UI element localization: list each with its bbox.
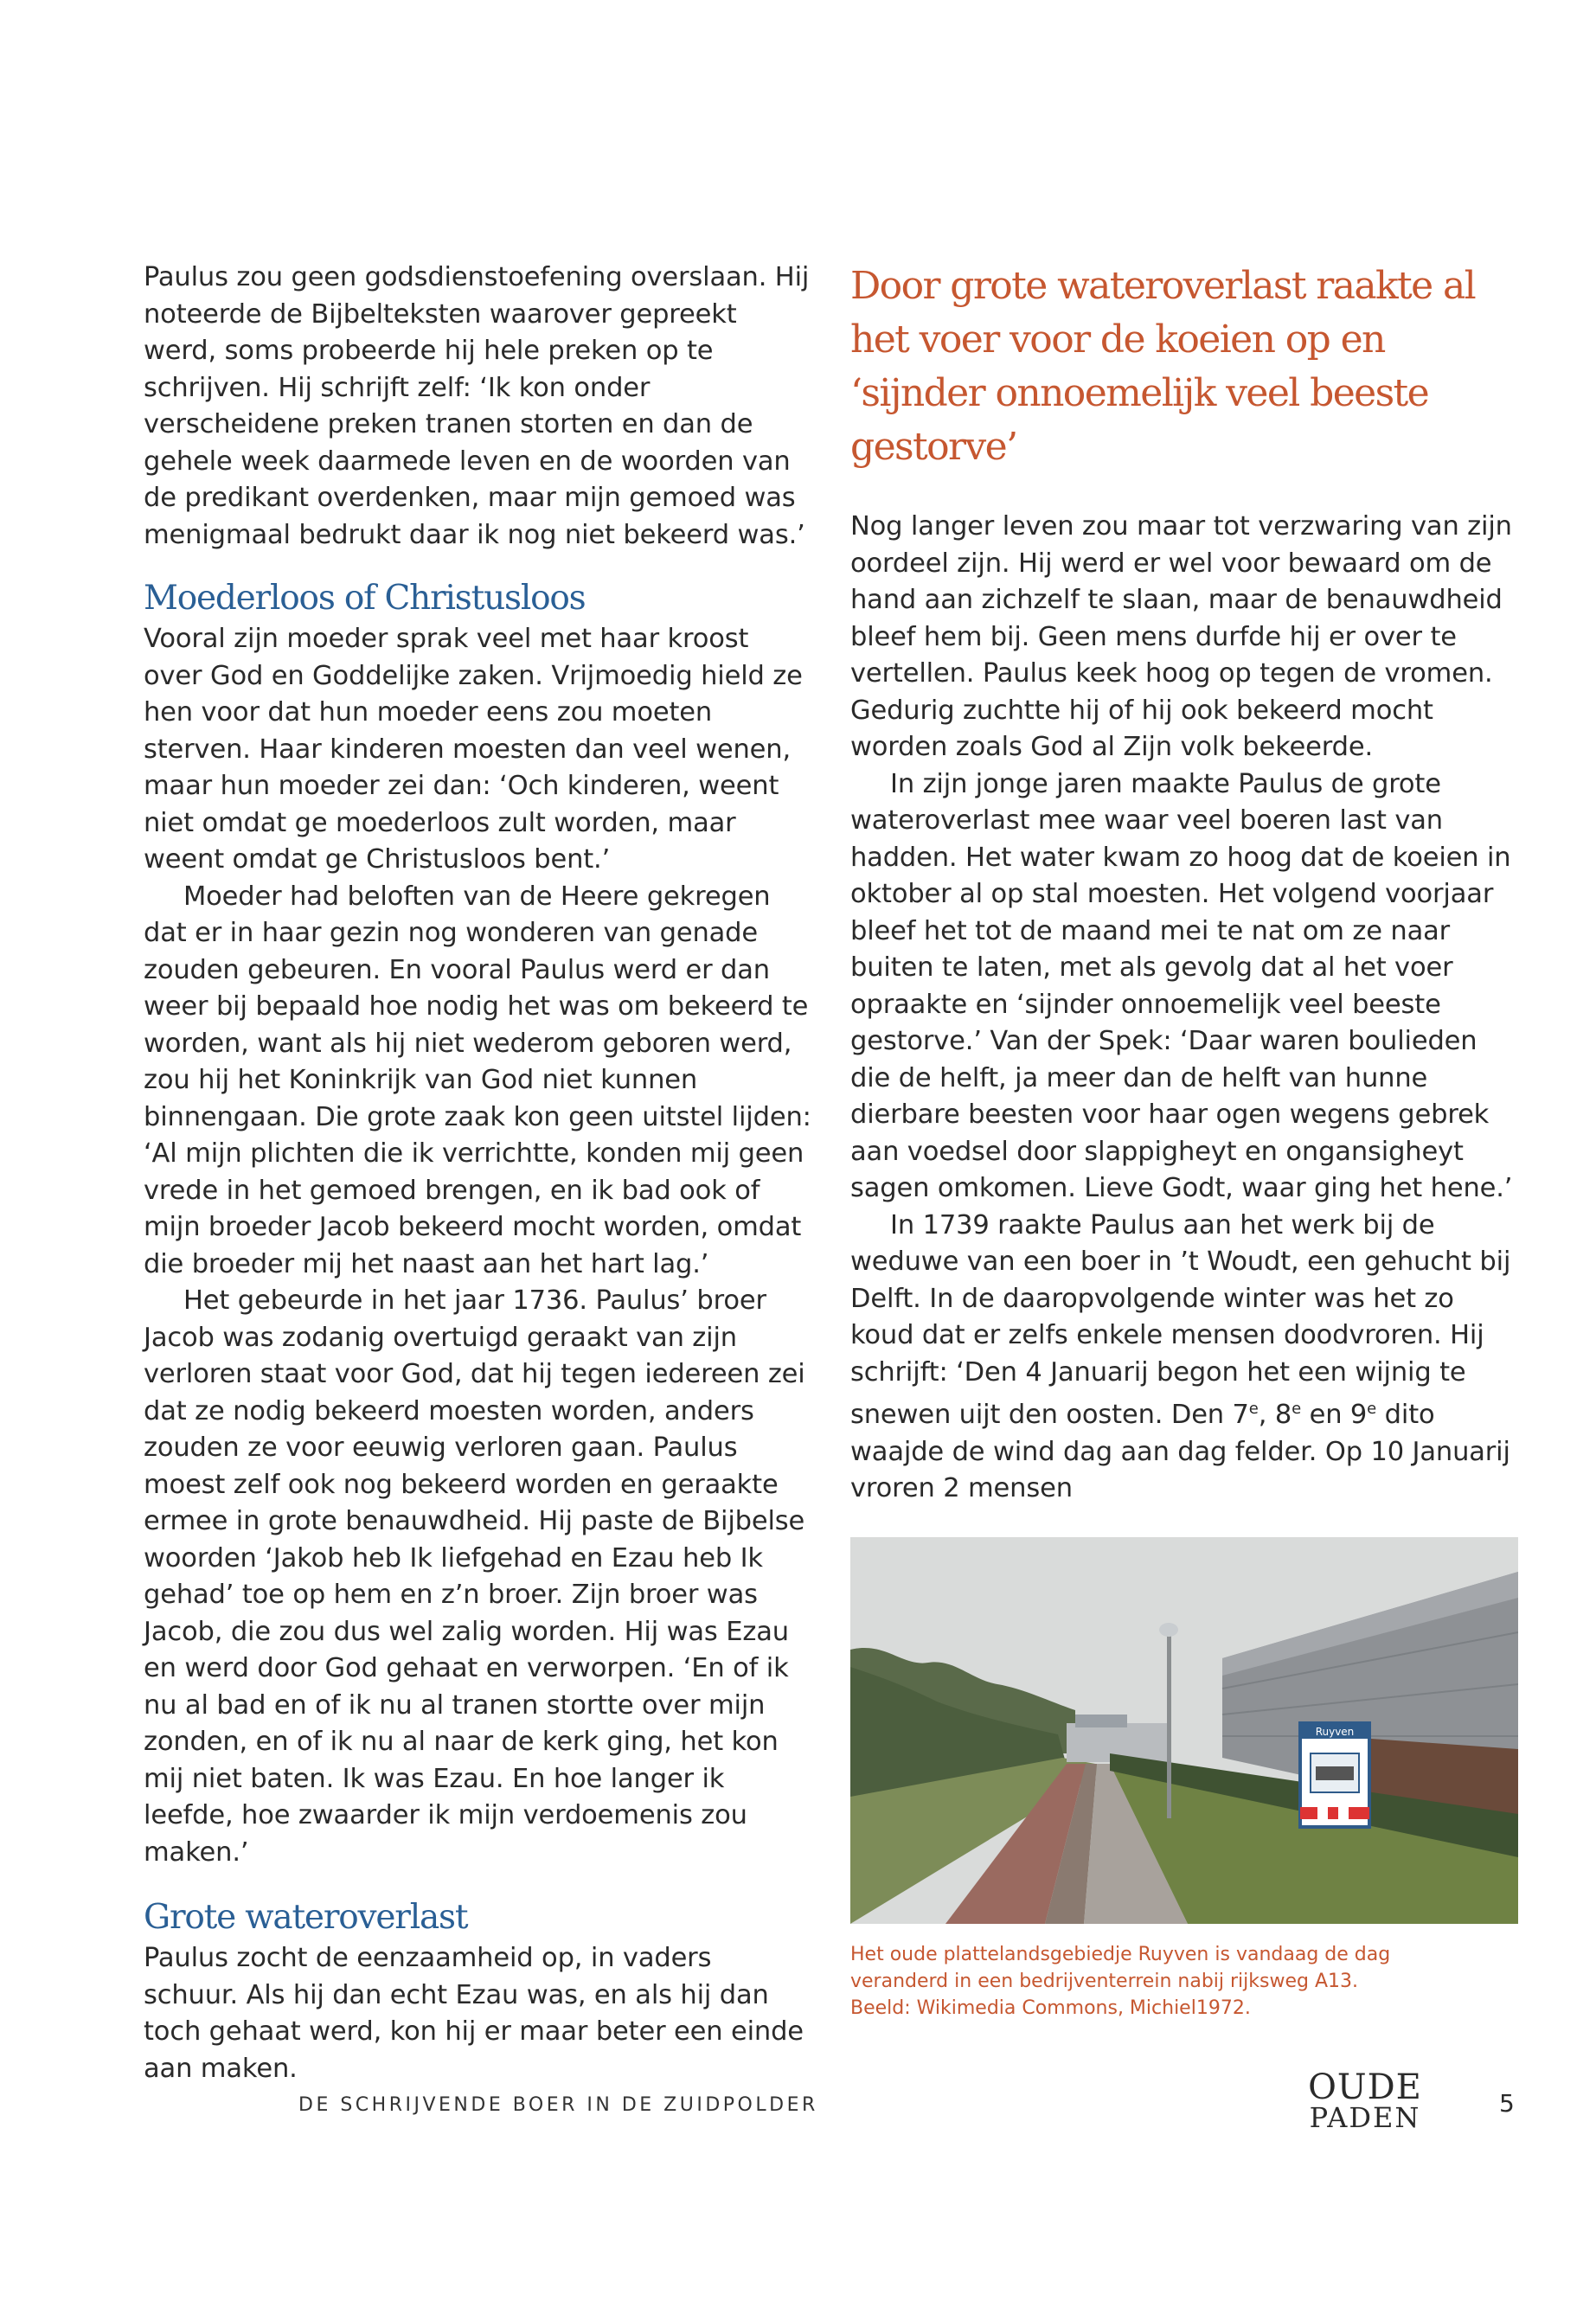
body-paragraph: Het gebeurde in het jaar 1736. Paulus’ broer Jacob was zodanig overtuigd geraakt van zijn verloren staat voor God, dat hij tegen iedereen zei dat ze nodig bekeerd moesten worden, anders zouden ze voor eeuwig verloren gaan. Paulus moest zelf ook nog bekeerd worden en geraakte ermee in grote benauwdheid. Hij paste de Bijbelse woorden ‘Jakob heb Ik liefgehad en Ezau heb Ik gehad’ toe op hem en z’n broer. Zijn broer was Jacob, die zou dus wel zalig worden. Hij was Ezau en werd door God gehaat en verworpen. ‘En of ik nu al bad en of ik nu al tranen stortte over mijn zonden, en of ik nu al naar de kerk ging, het kon mij niet baten. Ik was Ezau. En hoe langer ik leefde, hoe zwaarder ik mijn verdoemenis zou maken.’ [144,1285,805,1868]
body-paragraph: Moeder had beloften van de Heere gekregen dat er in haar gezin nog wonderen van genade zouden gebeuren. En vooral Paulus werd er dan weer bij bepaald hoe nodig het was om bekeerd te worden, want als hij niet wederom geboren werd, zou hij het Koninkrijk van God niet kunnen binnengaan. Die grote zaak kon geen uitstel lijden: ‘Al mijn plichten die ik verrichtte, konden mij geen vrede in het gemoed brengen, en ik bad ook of mijn broeder Jacob bekeerd mocht worden, omdat die broeder mij het naast aan het hart lag.’ [144,881,811,1279]
sign-label: Ruyven [1315,1726,1355,1738]
oude-paden-logo: OUDE PADEN [1308,2067,1422,2134]
right-column [850,260,1518,1508]
body-paragraph: In 1739 raakte Paulus aan het werk bij de weduwe van een boer in ’t Woudt, een gehucht bij Delft. In de daaropvolgende winter was het zo koud dat er zelfs enkele mensen doodvroren. Hij schrijft: ‘Den 4 Januarij begon het een wijnig te snewen uijt den oosten. Den 7e, 8e en 9e dito waajde de wind dag aan dag felder. Op 10 Januarij vroren 2 mensen [850,1209,1511,1504]
section-heading-wateroverlast: Grote wateroverlast [144,1898,468,1937]
body-paragraph: Paulus zocht de eenzaamheid op, in vaders schuur. Als hij dan echt Ezau was, en als hij dan toch gehaat werd, kon hij er maar beter een einde aan maken. [144,1943,804,2084]
body-paragraph: In zijn jonge jaren maakte Paulus de grote wateroverlast mee waar veel boeren last van hadden. Het water kwam zo hoog dat de koeien in oktober al op stal moesten. Het volgend voorjaar bleef het tot de maand mei te nat om ze naar buiten te laten, met als gevolg dat al het voer opraakte en ‘sijnder onnoemelijk veel beeste gestorve.’ Van der Spek: ‘Daar waren boulieden die de helft, ja meer dan de helft van hunne dierbare beesten voor haar ogen wegens gebrek aan voedsel door slappigheyt en ongansigheyt sagen omkomen. Lieve Godt, waar ging het hene.’ [850,768,1513,1203]
running-footer-title: DE SCHRIJVENDE BOER IN DE ZUIDPOLDER [298,2094,818,2116]
photo-ruyven-business-park [850,1537,1518,1924]
pull-quote: Door grote wateroverlast raakte al het voer voor de koeien op en ‘sijnder onnoemelijk veel beeste gestorve’ [850,264,1476,469]
section-heading-moederloos: Moederloos of Christusloos [144,579,586,618]
body-paragraph: Vooral zijn moeder sprak veel met haar kroost over God en Goddelijke zaken. Vrijmoedig hield ze hen voor dat hun moeder eens zou moeten sterven. Haar kinderen moesten dan veel wenen, maar hun moeder zei dan: ‘Och kinderen, weent niet omdat ge moederloos zult worden, maar weent omdat ge Christusloos bent.’ [144,624,803,875]
photo-caption: Het oude plattelandsgebiedje Ruyven is vandaag de dag veranderd in een bedrijventerrein nabij rijksweg A13. Beeld: Wikimedia Commons, Michiel1972. [850,1944,1391,2019]
photo-illustration [850,1537,1518,1924]
body-paragraph: Nog langer leven zou maar tot verzwaring van zijn oordeel zijn. Hij werd er wel voor bewaard om de hand aan zichzelf te slaan, maar de benauwdheid bleef hem bij. Geen mens durfde hij er over te vertellen. Paulus keek hoog op tegen de vromen. Gedurig zuchtte hij of hij ook bekeerd mocht worden zoals God al Zijn volk bekeerde. [850,511,1512,762]
page-number: 5 [1499,2089,1515,2118]
body-paragraph: Paulus zou geen godsdienstoefening overslaan. Hij noteerde de Bijbelteksten waarover gepreekt werd, soms probeerde hij hele preken op te schrijven. Hij schrijft zelf: ‘Ik kon onder verscheidene preken tranen storten en dan de gehele week daarmede leven en de woorden van de predikant overdenken, maar mijn gemoed was menigmaal bedrukt daar ik nog niet bekeerd was.’ [144,262,810,550]
left-column [144,260,811,2087]
